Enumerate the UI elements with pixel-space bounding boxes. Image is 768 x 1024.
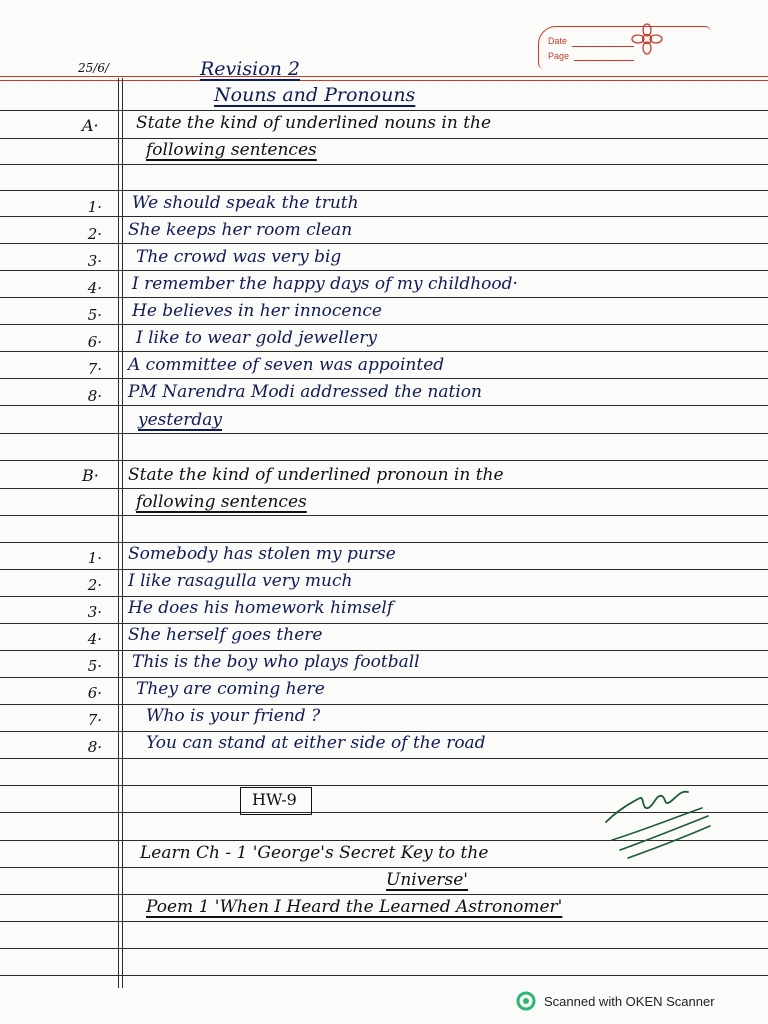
date-stamp: 25/6/ [78,61,109,75]
section-b-instruction-line2: following sentences [136,492,307,512]
ruled-line [0,324,768,325]
item-number: 8· [87,738,102,756]
ruled-line [0,758,768,759]
section-a-instruction-line2: following sentences [146,140,317,160]
date-line [572,46,634,47]
ruled-line [0,460,768,461]
sentence-a-2: She keeps her room clean [128,220,353,240]
ruled-line [0,650,768,651]
section-a-instruction-line1: State the kind of underlined nouns in the [136,113,492,133]
page-line [574,60,634,61]
scanner-text: Scanned with OKEN Scanner [544,993,715,1009]
ruled-line [0,704,768,705]
item-number: 3· [87,252,102,270]
item-number: 2· [87,225,102,243]
section-a-letter: A· [82,116,99,135]
ruled-line [0,569,768,570]
sentence-a-6: I like to wear gold jewellery [136,328,377,348]
item-number: 7· [87,360,102,378]
ruled-line [0,542,768,543]
ruled-line [0,894,768,895]
ruled-line [0,351,768,352]
item-number: 1· [87,198,102,216]
ruled-line [0,110,768,111]
sentence-b-6: They are coming here [136,679,325,699]
page-title: Revision 2 [200,58,300,80]
ruled-line [0,216,768,217]
top-red-rule [0,76,768,77]
section-b-letter: B· [82,466,99,485]
ruled-line [0,921,768,922]
ruled-line [0,677,768,678]
sentence-a-4: I remember the happy days of my childhood· [132,274,518,294]
ruled-line [0,488,768,489]
sentence-b-3: He does his homework himself [128,598,394,618]
sentence-b-2: I like rasagulla very much [128,571,353,591]
item-number: 4· [87,630,102,648]
sentence-b-1: Somebody has stolen my purse [128,544,396,564]
item-number: 5· [87,306,102,324]
ruled-line [0,731,768,732]
ruled-line [0,243,768,244]
sentence-a-8-continued: yesterday [138,410,223,430]
top-red-rule-2 [0,80,768,81]
oken-scanner-logo-icon [516,991,536,1011]
item-number: 4· [87,279,102,297]
sentence-a-7: A committee of seven was appointed [128,355,445,375]
date-page-box [538,26,711,69]
sentence-b-5: This is the boy who plays football [132,652,420,672]
item-number: 6· [87,684,102,702]
ruled-line [0,270,768,271]
ruled-line [0,378,768,379]
ruled-line [0,623,768,624]
item-number: 2· [87,576,102,594]
page-subtitle: Nouns and Pronouns [214,84,416,106]
teacher-signature-icon [598,780,718,870]
homework-learn-line1: Learn Ch - 1 'George's Secret Key to the [140,843,489,863]
sentence-b-8: You can stand at either side of the road [146,733,486,753]
homework-label: HW-9 [252,790,297,809]
margin-line-left-2 [122,78,123,988]
section-b-instruction-line1: State the kind of underlined pronoun in the [128,465,504,485]
sentence-b-4: She herself goes there [128,625,323,645]
item-number: 1· [87,549,102,567]
ruled-line [0,164,768,165]
ruled-line [0,297,768,298]
ruled-line [0,596,768,597]
ruled-line [0,433,768,434]
sentence-a-5: He believes in her innocence [132,301,382,321]
ruled-line [0,138,768,139]
item-number: 5· [87,657,102,675]
ruled-line [0,405,768,406]
flower-logo-icon [630,22,664,56]
item-number: 8· [87,387,102,405]
ruled-line [0,975,768,976]
homework-poem-line: Poem 1 'When I Heard the Learned Astronomer' [146,897,563,917]
scanner-watermark [516,990,715,1012]
date-label: Date [548,36,568,46]
item-number: 3· [87,603,102,621]
sentence-a-8: PM Narendra Modi addressed the nation [128,382,482,402]
item-number: 7· [87,711,102,729]
item-number: 6· [87,333,102,351]
sentence-b-7: Who is your friend ? [146,706,321,726]
sentence-a-3: The crowd was very big [136,247,342,267]
page-label: Page [548,51,570,61]
sentence-a-1: We should speak the truth [132,193,359,213]
margin-line-left [118,78,119,988]
ruled-line [0,948,768,949]
ruled-line [0,515,768,516]
homework-learn-line2: Universe' [386,870,468,890]
ruled-line [0,190,768,191]
